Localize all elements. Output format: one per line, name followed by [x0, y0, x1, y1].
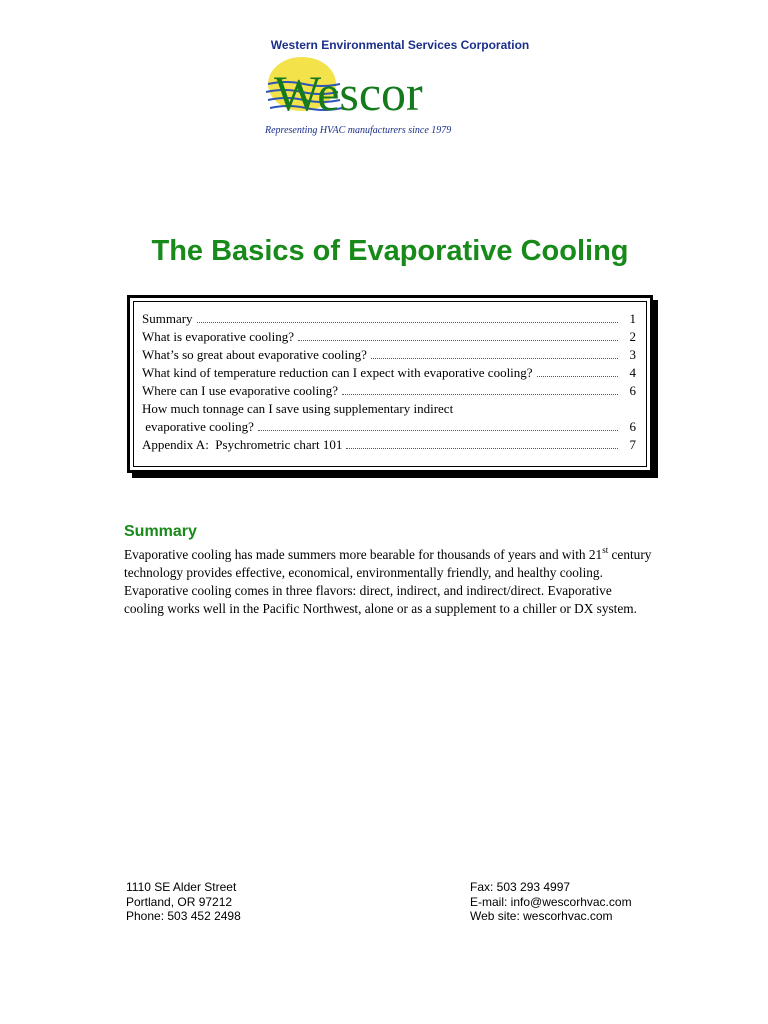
email-address[interactable]: E-mail: info@wescorhvac.com [470, 894, 632, 909]
toc-page: 4 [629, 365, 636, 380]
toc-label: Summary [142, 311, 193, 326]
toc-page: 3 [629, 347, 636, 362]
toc-entry[interactable] [142, 436, 636, 454]
toc-entry[interactable] [142, 382, 636, 400]
wescor-logo [264, 56, 464, 122]
toc-label: What is evaporative cooling? [142, 329, 294, 344]
toc-label: Appendix A: Psychrometric chart 101 [142, 437, 343, 452]
toc-page: 6 [629, 383, 636, 398]
toc-page: 7 [629, 437, 636, 452]
toc-label: evaporative cooling? [142, 419, 254, 434]
document-title: The Basics of Evaporative Cooling [151, 235, 629, 267]
toc-label: What’s so great about evaporative cooling? [142, 347, 367, 362]
toc-entry[interactable] [142, 418, 636, 436]
toc-page: 2 [629, 329, 636, 344]
address-block [126, 880, 241, 924]
summary-text-part-1: Evaporative cooling has made summers more bearable for thousands of years and with 21 [124, 547, 603, 562]
table-of-contents [142, 310, 636, 454]
toc-entry[interactable] [142, 310, 636, 328]
toc-entry[interactable] [142, 328, 636, 346]
toc-page: 6 [629, 419, 636, 434]
website[interactable]: Web site: wescorhvac.com [470, 909, 613, 923]
city-state-zip: Portland, OR 97212 [126, 894, 233, 909]
summary-paragraph [124, 546, 654, 618]
fax-number: Fax: 503 293 4997 [470, 880, 571, 894]
toc-entry[interactable] [142, 364, 636, 382]
street-address: 1110 SE Alder Street [126, 880, 237, 894]
toc-entry[interactable] [142, 346, 636, 364]
toc-label: What kind of temperature reduction can I expect with evaporative cooling? [142, 365, 533, 380]
summary-heading: Summary [124, 523, 197, 540]
toc-page: 1 [629, 311, 636, 326]
toc-label: Where can I use evaporative cooling? [142, 383, 338, 398]
contact-block [470, 880, 632, 924]
logo-text: Wescor [274, 65, 423, 121]
toc-entry[interactable] [142, 400, 636, 418]
toc-label: How much tonnage can I save using supplementary indirect [142, 401, 454, 416]
corporation-name: Western Environmental Services Corporation [270, 38, 530, 52]
summary-text-part-2: century technology provides effective, economical, environmentally friendly, and healthy cooling. Evaporative cooling comes in three flavors: direct, indirect, and indirect/direct. Evaporative cooling works well in the Pacific Northwest, alone or as a supplement to a chiller or DX system. [124, 547, 652, 616]
phone-number: Phone: 503 452 2498 [126, 909, 241, 923]
summary-superscript: st [602, 545, 609, 555]
tagline: Representing HVAC manufacturers since 1979 [265, 125, 452, 136]
